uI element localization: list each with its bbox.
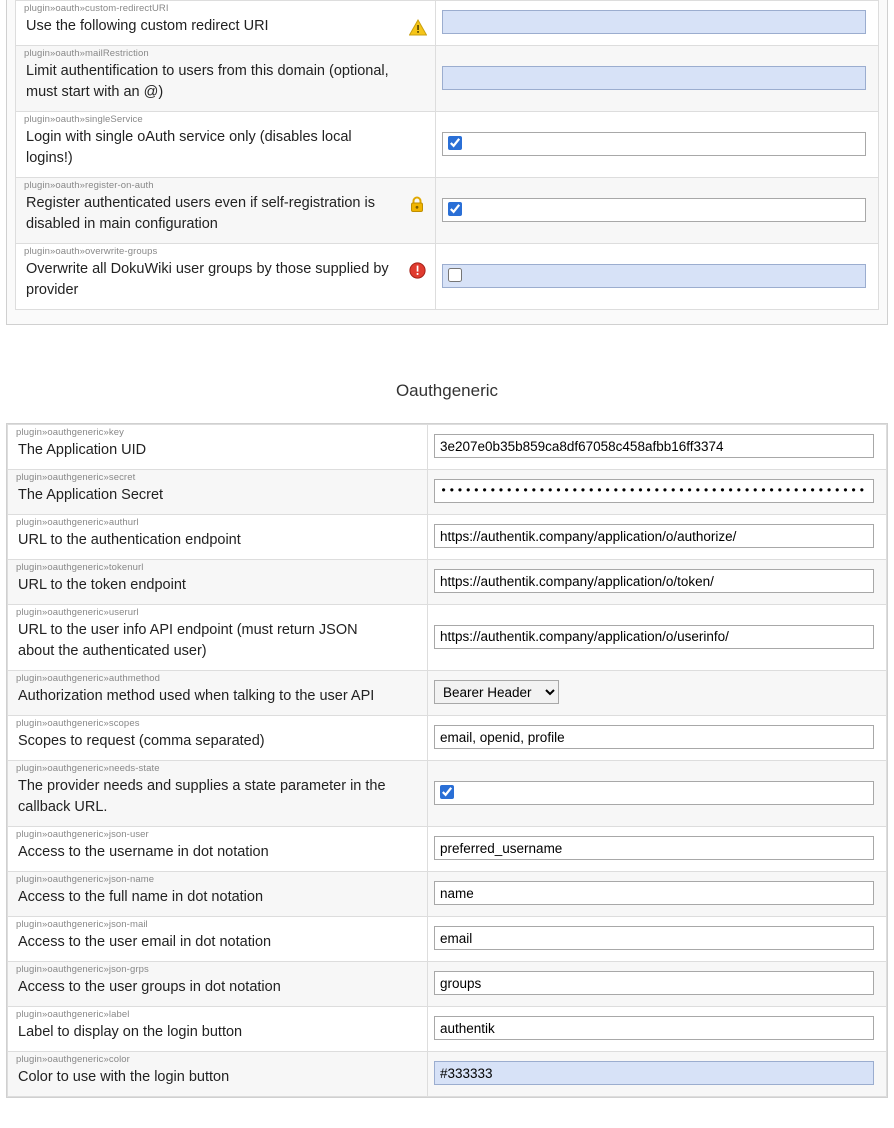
setting-label-cell	[8, 560, 428, 605]
setting-label: Overwrite all DokuWiki user groups by those supplied by provider	[26, 261, 389, 298]
setting-label-cell	[16, 46, 436, 112]
setting-key: plugin»oauthgeneric»authmethod	[16, 673, 161, 685]
lock-icon	[409, 196, 427, 214]
table-row	[8, 962, 887, 1007]
table-row	[8, 917, 887, 962]
setting-value-cell	[428, 425, 887, 470]
checkbox-frame	[442, 264, 866, 288]
setting-label: Scopes to request (comma separated)	[18, 733, 265, 750]
setting-label-cell	[8, 962, 428, 1007]
setting-label: Access to the full name in dot notation	[18, 889, 264, 906]
setting-key: plugin»oauth»singleService	[24, 114, 143, 125]
table-row	[16, 244, 879, 310]
panel-gap	[0, 325, 894, 349]
setting-label-cell	[8, 761, 428, 827]
auth-method-select[interactable]	[434, 680, 559, 704]
setting-label: Access to the username in dot notation	[18, 844, 269, 861]
setting-value-cell	[436, 46, 879, 112]
setting-value-cell	[428, 470, 887, 515]
setting-value-cell	[436, 178, 879, 244]
table-row	[8, 1007, 887, 1052]
setting-label-cell	[8, 1007, 428, 1052]
oauthgeneric-section	[0, 363, 894, 1098]
setting-value-cell	[436, 244, 879, 310]
table-row	[8, 470, 887, 515]
table-row	[16, 178, 879, 244]
setting-key: plugin»oauthgeneric»userurl	[16, 607, 139, 619]
setting-value-cell	[436, 1, 879, 46]
table-row	[8, 605, 887, 671]
setting-label-cell	[8, 827, 428, 872]
oauth-settings-panel	[6, 0, 888, 325]
table-row	[8, 872, 887, 917]
setting-key: plugin»oauthgeneric»secret	[16, 472, 136, 484]
setting-label: Color to use with the login button	[18, 1069, 230, 1086]
setting-value-cell	[428, 560, 887, 605]
setting-value-cell	[428, 917, 887, 962]
setting-value-cell	[428, 827, 887, 872]
json-name-input[interactable]	[434, 881, 874, 905]
setting-value-cell	[428, 962, 887, 1007]
setting-value-cell	[428, 761, 887, 827]
setting-key: plugin»oauthgeneric»json-name	[16, 874, 155, 886]
setting-key: plugin»oauthgeneric»label	[16, 1009, 130, 1021]
oauthgeneric-settings-table	[7, 424, 887, 1097]
setting-label: Use the following custom redirect URI	[26, 18, 269, 34]
setting-value-cell	[428, 671, 887, 716]
setting-label-cell	[16, 178, 436, 244]
table-row	[8, 560, 887, 605]
setting-label-cell	[8, 872, 428, 917]
setting-label-cell	[16, 112, 436, 178]
oauth-settings-table	[15, 0, 879, 310]
single-service-checkbox[interactable]	[448, 136, 462, 150]
setting-key: plugin»oauthgeneric»tokenurl	[16, 562, 144, 574]
oauthgeneric-settings-rows	[8, 425, 887, 1097]
setting-label: The provider needs and supplies a state parameter in the callback URL.	[18, 778, 386, 816]
setting-value-cell	[428, 716, 887, 761]
setting-key: plugin»oauthgeneric»json-grps	[16, 964, 149, 976]
auth-url-input[interactable]	[434, 524, 874, 548]
checkbox-frame	[442, 198, 866, 222]
setting-value-cell	[428, 515, 887, 560]
table-row	[16, 112, 879, 178]
setting-key: plugin»oauthgeneric»scopes	[16, 718, 140, 730]
setting-label: The Application Secret	[18, 487, 164, 504]
setting-label-cell	[16, 1, 436, 46]
setting-label: Access to the user groups in dot notation	[18, 979, 281, 996]
needs-state-checkbox[interactable]	[440, 785, 454, 799]
page-bottom-spacer	[0, 1098, 894, 1128]
setting-label: URL to the token endpoint	[18, 577, 186, 594]
setting-value-cell	[428, 872, 887, 917]
login-button-color-input[interactable]	[434, 1061, 874, 1085]
setting-label-cell	[8, 1052, 428, 1097]
setting-label: Access to the user email in dot notation	[18, 934, 272, 951]
json-user-input[interactable]	[434, 836, 874, 860]
setting-label: Register authenticated users even if self-registration is disabled in main configuration	[26, 195, 375, 232]
table-row	[8, 761, 887, 827]
checkbox-frame	[442, 132, 866, 156]
setting-value-cell	[428, 1007, 887, 1052]
setting-label: URL to the authentication endpoint	[18, 532, 241, 549]
user-info-url-input[interactable]	[434, 625, 874, 649]
setting-label: URL to the user info API endpoint (must return JSON about the authenticated user)	[18, 622, 358, 660]
setting-key: plugin»oauthgeneric»authurl	[16, 517, 139, 529]
setting-key: plugin»oauthgeneric»needs-state	[16, 763, 160, 775]
table-row	[8, 425, 887, 470]
setting-label-cell	[8, 605, 428, 671]
custom-redirect-uri-input[interactable]	[442, 10, 866, 34]
login-button-label-input[interactable]	[434, 1016, 874, 1040]
token-url-input[interactable]	[434, 569, 874, 593]
oauthgeneric-panel	[6, 423, 888, 1098]
setting-label-cell	[8, 470, 428, 515]
danger-icon	[409, 262, 427, 280]
setting-label: Limit authentification to users from this domain (optional, must start with an @)	[26, 63, 389, 100]
setting-label: Label to display on the login button	[18, 1024, 243, 1041]
json-mail-input[interactable]	[434, 926, 874, 950]
table-row	[8, 716, 887, 761]
setting-key: plugin»oauth»register-on-auth	[24, 180, 154, 191]
json-groups-input[interactable]	[434, 971, 874, 995]
setting-label-cell	[8, 917, 428, 962]
setting-label: The Application UID	[18, 442, 147, 459]
setting-label-cell	[8, 671, 428, 716]
setting-key: plugin»oauth»mailRestriction	[24, 48, 149, 59]
table-row	[8, 827, 887, 872]
setting-label: Authorization method used when talking to the user API	[18, 688, 375, 705]
setting-key: plugin»oauth»overwrite-groups	[24, 246, 158, 257]
register-on-auth-checkbox[interactable]	[448, 202, 462, 216]
application-uid-input[interactable]	[434, 434, 874, 458]
warning-icon	[409, 19, 427, 37]
setting-label-cell	[8, 515, 428, 560]
overwrite-groups-checkbox[interactable]	[448, 268, 462, 282]
oauth-settings-rows	[16, 1, 879, 310]
setting-value-cell	[428, 1052, 887, 1097]
setting-label-cell	[8, 716, 428, 761]
section-title: Oauthgeneric	[395, 381, 499, 401]
setting-key: plugin»oauthgeneric»color	[16, 1054, 130, 1066]
mail-restriction-input[interactable]	[442, 66, 866, 90]
setting-label-cell	[16, 244, 436, 310]
table-row	[16, 46, 879, 112]
table-row	[8, 671, 887, 716]
setting-label: Login with single oAuth service only (disables local logins!)	[26, 129, 352, 166]
table-row	[16, 1, 879, 46]
setting-key: plugin»oauthgeneric»key	[16, 427, 124, 439]
table-row	[8, 1052, 887, 1097]
table-row	[8, 515, 887, 560]
application-secret-input[interactable]	[434, 479, 874, 503]
setting-label-cell	[8, 425, 428, 470]
scopes-input[interactable]	[434, 725, 874, 749]
setting-key: plugin»oauthgeneric»json-user	[16, 829, 149, 841]
setting-value-cell	[428, 605, 887, 671]
setting-key: plugin»oauthgeneric»json-mail	[16, 919, 148, 931]
setting-key: plugin»oauth»custom-redirectURI	[24, 3, 169, 14]
checkbox-frame	[434, 781, 874, 805]
setting-value-cell	[436, 112, 879, 178]
